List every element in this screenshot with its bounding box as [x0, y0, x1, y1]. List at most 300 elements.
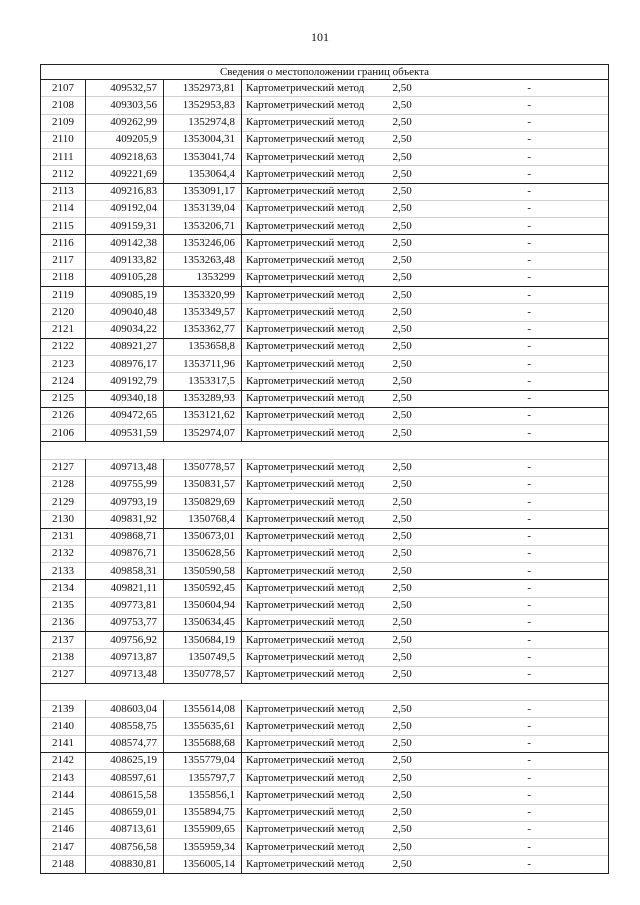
method-cell: Картометрический метод	[242, 390, 385, 407]
table-row	[41, 804, 609, 821]
accuracy-cell: 2,50	[385, 287, 451, 304]
accuracy-cell: 2,50	[385, 356, 451, 373]
x-coordinate-cell: 409753,77	[86, 614, 164, 631]
x-coordinate-cell: 408756,58	[86, 839, 164, 856]
y-coordinate-cell: 1353004,31	[164, 131, 242, 148]
table-row	[41, 80, 609, 97]
accuracy-cell: 2,50	[385, 149, 451, 166]
y-coordinate-cell: 1353246,06	[164, 235, 242, 252]
method-cell: Картометрический метод	[242, 597, 385, 614]
x-coordinate-cell: 409133,82	[86, 252, 164, 269]
description-cell: -	[451, 183, 609, 200]
y-coordinate-cell: 1353317,5	[164, 373, 242, 390]
description-cell: -	[451, 821, 609, 838]
y-coordinate-cell: 1352974,07	[164, 425, 242, 442]
method-cell: Картометрический метод	[242, 614, 385, 631]
y-coordinate-cell: 1350831,57	[164, 476, 242, 493]
description-cell: -	[451, 80, 609, 97]
x-coordinate-cell: 409858,31	[86, 563, 164, 580]
method-cell: Картометрический метод	[242, 287, 385, 304]
description-cell: -	[451, 511, 609, 528]
y-coordinate-cell: 1355797,7	[164, 770, 242, 787]
x-coordinate-cell: 408921,27	[86, 338, 164, 355]
method-cell: Картометрический метод	[242, 752, 385, 769]
accuracy-cell: 2,50	[385, 304, 451, 321]
point-number-cell: 2114	[41, 200, 86, 217]
table-row	[41, 97, 609, 114]
description-cell: -	[451, 580, 609, 597]
y-coordinate-cell: 1350768,4	[164, 511, 242, 528]
accuracy-cell: 2,50	[385, 701, 451, 718]
y-coordinate-cell: 1350684,19	[164, 632, 242, 649]
point-number-cell: 2144	[41, 787, 86, 804]
description-cell: -	[451, 425, 609, 442]
method-cell: Картометрический метод	[242, 770, 385, 787]
table-row	[41, 735, 609, 752]
method-cell: Картометрический метод	[242, 804, 385, 821]
block-separator-row	[41, 442, 609, 459]
table-row	[41, 528, 609, 545]
x-coordinate-cell: 409303,56	[86, 97, 164, 114]
point-number-cell: 2123	[41, 356, 86, 373]
point-number-cell: 2127	[41, 459, 86, 476]
y-coordinate-cell: 1355894,75	[164, 804, 242, 821]
method-cell: Картометрический метод	[242, 821, 385, 838]
x-coordinate-cell: 409262,99	[86, 114, 164, 131]
point-number-cell: 2148	[41, 856, 86, 873]
table-row	[41, 770, 609, 787]
description-cell: -	[451, 701, 609, 718]
method-cell: Картометрический метод	[242, 787, 385, 804]
point-number-cell: 2115	[41, 218, 86, 235]
point-number-cell: 2125	[41, 390, 86, 407]
accuracy-cell: 2,50	[385, 200, 451, 217]
point-number-cell: 2147	[41, 839, 86, 856]
y-coordinate-cell: 1353064,4	[164, 166, 242, 183]
description-cell: -	[451, 97, 609, 114]
table-row	[41, 252, 609, 269]
y-coordinate-cell: 1352953,83	[164, 97, 242, 114]
method-cell: Картометрический метод	[242, 80, 385, 97]
table-body	[41, 65, 609, 874]
method-cell: Картометрический метод	[242, 166, 385, 183]
y-coordinate-cell: 1350749,5	[164, 649, 242, 666]
table-row	[41, 321, 609, 338]
point-number-cell: 2113	[41, 183, 86, 200]
x-coordinate-cell: 409876,71	[86, 545, 164, 562]
point-number-cell: 2136	[41, 614, 86, 631]
point-number-cell: 2145	[41, 804, 86, 821]
y-coordinate-cell: 1353041,74	[164, 149, 242, 166]
accuracy-cell: 2,50	[385, 390, 451, 407]
description-cell: -	[451, 390, 609, 407]
x-coordinate-cell: 409531,59	[86, 425, 164, 442]
y-coordinate-cell: 1352973,81	[164, 80, 242, 97]
point-number-cell: 2124	[41, 373, 86, 390]
accuracy-cell: 2,50	[385, 166, 451, 183]
accuracy-cell: 2,50	[385, 804, 451, 821]
method-cell: Картометрический метод	[242, 528, 385, 545]
accuracy-cell: 2,50	[385, 80, 451, 97]
table-row	[41, 718, 609, 735]
y-coordinate-cell: 1355614,08	[164, 701, 242, 718]
table-row	[41, 183, 609, 200]
x-coordinate-cell: 409105,28	[86, 269, 164, 286]
description-cell: -	[451, 166, 609, 183]
x-coordinate-cell: 409142,38	[86, 235, 164, 252]
point-number-cell: 2109	[41, 114, 86, 131]
y-coordinate-cell: 1353206,71	[164, 218, 242, 235]
x-coordinate-cell: 409793,19	[86, 494, 164, 511]
boundary-table-wrapper	[40, 64, 608, 874]
x-coordinate-cell: 408574,77	[86, 735, 164, 752]
method-cell: Картометрический метод	[242, 321, 385, 338]
accuracy-cell: 2,50	[385, 614, 451, 631]
table-row	[41, 614, 609, 631]
method-cell: Картометрический метод	[242, 373, 385, 390]
description-cell: -	[451, 235, 609, 252]
description-cell: -	[451, 528, 609, 545]
point-number-cell: 2111	[41, 149, 86, 166]
accuracy-cell: 2,50	[385, 787, 451, 804]
y-coordinate-cell: 1355909,65	[164, 821, 242, 838]
table-row	[41, 166, 609, 183]
x-coordinate-cell: 409221,69	[86, 166, 164, 183]
x-coordinate-cell: 409755,99	[86, 476, 164, 493]
method-cell: Картометрический метод	[242, 338, 385, 355]
point-number-cell: 2112	[41, 166, 86, 183]
point-number-cell: 2128	[41, 476, 86, 493]
method-cell: Картометрический метод	[242, 476, 385, 493]
table-row	[41, 839, 609, 856]
y-coordinate-cell: 1350604,94	[164, 597, 242, 614]
description-cell: -	[451, 149, 609, 166]
accuracy-cell: 2,50	[385, 373, 451, 390]
y-coordinate-cell: 1353121,62	[164, 407, 242, 424]
point-number-cell: 2134	[41, 580, 86, 597]
method-cell: Картометрический метод	[242, 114, 385, 131]
description-cell: -	[451, 632, 609, 649]
method-cell: Картометрический метод	[242, 235, 385, 252]
x-coordinate-cell: 408713,61	[86, 821, 164, 838]
y-coordinate-cell: 1355779,04	[164, 752, 242, 769]
table-row	[41, 425, 609, 442]
description-cell: -	[451, 494, 609, 511]
table-row	[41, 701, 609, 718]
x-coordinate-cell: 408976,17	[86, 356, 164, 373]
accuracy-cell: 2,50	[385, 407, 451, 424]
x-coordinate-cell: 409831,92	[86, 511, 164, 528]
table-row	[41, 752, 609, 769]
point-number-cell: 2127	[41, 666, 86, 683]
description-cell: -	[451, 373, 609, 390]
point-number-cell: 2131	[41, 528, 86, 545]
point-number-cell: 2135	[41, 597, 86, 614]
method-cell: Картометрический метод	[242, 407, 385, 424]
table-row	[41, 304, 609, 321]
description-cell: -	[451, 114, 609, 131]
description-cell: -	[451, 321, 609, 338]
accuracy-cell: 2,50	[385, 718, 451, 735]
table-row	[41, 476, 609, 493]
description-cell: -	[451, 287, 609, 304]
description-cell: -	[451, 218, 609, 235]
method-cell: Картометрический метод	[242, 131, 385, 148]
description-cell: -	[451, 476, 609, 493]
point-number-cell: 2121	[41, 321, 86, 338]
method-cell: Картометрический метод	[242, 269, 385, 286]
table-row	[41, 821, 609, 838]
table-row	[41, 545, 609, 562]
x-coordinate-cell: 409040,48	[86, 304, 164, 321]
accuracy-cell: 2,50	[385, 218, 451, 235]
accuracy-cell: 2,50	[385, 856, 451, 873]
table-row	[41, 407, 609, 424]
point-number-cell: 2116	[41, 235, 86, 252]
x-coordinate-cell: 409192,79	[86, 373, 164, 390]
description-cell: -	[451, 735, 609, 752]
table-row	[41, 200, 609, 217]
table-row	[41, 390, 609, 407]
method-cell: Картометрический метод	[242, 304, 385, 321]
table-row	[41, 287, 609, 304]
y-coordinate-cell: 1350673,01	[164, 528, 242, 545]
point-number-cell: 2119	[41, 287, 86, 304]
y-coordinate-cell: 1353349,57	[164, 304, 242, 321]
y-coordinate-cell: 1350829,69	[164, 494, 242, 511]
description-cell: -	[451, 597, 609, 614]
point-number-cell: 2107	[41, 80, 86, 97]
method-cell: Картометрический метод	[242, 459, 385, 476]
table-row	[41, 666, 609, 683]
accuracy-cell: 2,50	[385, 545, 451, 562]
description-cell: -	[451, 666, 609, 683]
description-cell: -	[451, 649, 609, 666]
point-number-cell: 2137	[41, 632, 86, 649]
method-cell: Картометрический метод	[242, 839, 385, 856]
method-cell: Картометрический метод	[242, 149, 385, 166]
accuracy-cell: 2,50	[385, 528, 451, 545]
y-coordinate-cell: 1353362,77	[164, 321, 242, 338]
accuracy-cell: 2,50	[385, 770, 451, 787]
table-row	[41, 597, 609, 614]
x-coordinate-cell: 409821,11	[86, 580, 164, 597]
table-row	[41, 338, 609, 355]
y-coordinate-cell: 1353320,99	[164, 287, 242, 304]
point-number-cell: 2132	[41, 545, 86, 562]
accuracy-cell: 2,50	[385, 580, 451, 597]
accuracy-cell: 2,50	[385, 321, 451, 338]
description-cell: -	[451, 563, 609, 580]
x-coordinate-cell: 408597,61	[86, 770, 164, 787]
accuracy-cell: 2,50	[385, 269, 451, 286]
y-coordinate-cell: 1350634,45	[164, 614, 242, 631]
description-cell: -	[451, 131, 609, 148]
point-number-cell: 2143	[41, 770, 86, 787]
y-coordinate-cell: 1353658,8	[164, 338, 242, 355]
y-coordinate-cell: 1353711,96	[164, 356, 242, 373]
x-coordinate-cell: 409218,63	[86, 149, 164, 166]
table-row	[41, 356, 609, 373]
description-cell: -	[451, 787, 609, 804]
table-row	[41, 373, 609, 390]
y-coordinate-cell: 1350628,56	[164, 545, 242, 562]
x-coordinate-cell: 408558,75	[86, 718, 164, 735]
description-cell: -	[451, 407, 609, 424]
x-coordinate-cell: 409868,71	[86, 528, 164, 545]
description-cell: -	[451, 338, 609, 355]
x-coordinate-cell: 409216,83	[86, 183, 164, 200]
description-cell: -	[451, 614, 609, 631]
table-row	[41, 856, 609, 873]
method-cell: Картометрический метод	[242, 649, 385, 666]
description-cell: -	[451, 252, 609, 269]
method-cell: Картометрический метод	[242, 425, 385, 442]
point-number-cell: 2130	[41, 511, 86, 528]
table-row	[41, 269, 609, 286]
table-caption: Сведения о местоположении границ объекта	[41, 65, 609, 80]
block-separator-cell	[41, 442, 609, 459]
point-number-cell: 2142	[41, 752, 86, 769]
table-row	[41, 563, 609, 580]
accuracy-cell: 2,50	[385, 649, 451, 666]
x-coordinate-cell: 409773,81	[86, 597, 164, 614]
description-cell: -	[451, 752, 609, 769]
y-coordinate-cell: 1350592,45	[164, 580, 242, 597]
point-number-cell: 2117	[41, 252, 86, 269]
y-coordinate-cell: 1355856,1	[164, 787, 242, 804]
table-row	[41, 114, 609, 131]
table-row	[41, 218, 609, 235]
accuracy-cell: 2,50	[385, 821, 451, 838]
method-cell: Картометрический метод	[242, 97, 385, 114]
method-cell: Картометрический метод	[242, 701, 385, 718]
x-coordinate-cell: 408603,04	[86, 701, 164, 718]
method-cell: Картометрический метод	[242, 252, 385, 269]
method-cell: Картометрический метод	[242, 356, 385, 373]
description-cell: -	[451, 545, 609, 562]
accuracy-cell: 2,50	[385, 752, 451, 769]
table-row	[41, 649, 609, 666]
accuracy-cell: 2,50	[385, 563, 451, 580]
x-coordinate-cell: 408659,01	[86, 804, 164, 821]
y-coordinate-cell: 1355959,34	[164, 839, 242, 856]
description-cell: -	[451, 718, 609, 735]
block-separator-cell	[41, 683, 609, 700]
x-coordinate-cell: 408830,81	[86, 856, 164, 873]
description-cell: -	[451, 459, 609, 476]
y-coordinate-cell: 1350590,58	[164, 563, 242, 580]
x-coordinate-cell: 409756,92	[86, 632, 164, 649]
table-row	[41, 131, 609, 148]
point-number-cell: 2106	[41, 425, 86, 442]
x-coordinate-cell: 408625,19	[86, 752, 164, 769]
method-cell: Картометрический метод	[242, 856, 385, 873]
point-number-cell: 2140	[41, 718, 86, 735]
boundary-coordinates-table	[40, 64, 609, 874]
accuracy-cell: 2,50	[385, 666, 451, 683]
y-coordinate-cell: 1355688,68	[164, 735, 242, 752]
description-cell: -	[451, 804, 609, 821]
accuracy-cell: 2,50	[385, 494, 451, 511]
accuracy-cell: 2,50	[385, 131, 451, 148]
method-cell: Картометрический метод	[242, 200, 385, 217]
method-cell: Картометрический метод	[242, 666, 385, 683]
x-coordinate-cell: 409159,31	[86, 218, 164, 235]
accuracy-cell: 2,50	[385, 476, 451, 493]
accuracy-cell: 2,50	[385, 235, 451, 252]
page-number: 101	[311, 30, 329, 44]
y-coordinate-cell: 1352974,8	[164, 114, 242, 131]
y-coordinate-cell: 1353263,48	[164, 252, 242, 269]
accuracy-cell: 2,50	[385, 114, 451, 131]
accuracy-cell: 2,50	[385, 425, 451, 442]
y-coordinate-cell: 1350778,57	[164, 666, 242, 683]
method-cell: Картометрический метод	[242, 183, 385, 200]
description-cell: -	[451, 269, 609, 286]
y-coordinate-cell: 1353091,17	[164, 183, 242, 200]
table-row	[41, 580, 609, 597]
accuracy-cell: 2,50	[385, 632, 451, 649]
description-cell: -	[451, 304, 609, 321]
x-coordinate-cell: 409034,22	[86, 321, 164, 338]
method-cell: Картометрический метод	[242, 218, 385, 235]
block-separator-row	[41, 683, 609, 700]
accuracy-cell: 2,50	[385, 252, 451, 269]
x-coordinate-cell: 409713,87	[86, 649, 164, 666]
x-coordinate-cell: 409713,48	[86, 666, 164, 683]
x-coordinate-cell: 408615,58	[86, 787, 164, 804]
table-row	[41, 149, 609, 166]
table-row	[41, 511, 609, 528]
description-cell: -	[451, 839, 609, 856]
accuracy-cell: 2,50	[385, 839, 451, 856]
point-number-cell: 2108	[41, 97, 86, 114]
method-cell: Картометрический метод	[242, 580, 385, 597]
point-number-cell: 2120	[41, 304, 86, 321]
y-coordinate-cell: 1353139,04	[164, 200, 242, 217]
point-number-cell: 2141	[41, 735, 86, 752]
table-caption-row	[41, 65, 609, 80]
accuracy-cell: 2,50	[385, 735, 451, 752]
point-number-cell: 2133	[41, 563, 86, 580]
point-number-cell: 2126	[41, 407, 86, 424]
method-cell: Картометрический метод	[242, 563, 385, 580]
accuracy-cell: 2,50	[385, 97, 451, 114]
point-number-cell: 2118	[41, 269, 86, 286]
x-coordinate-cell: 409085,19	[86, 287, 164, 304]
table-row	[41, 632, 609, 649]
method-cell: Картометрический метод	[242, 545, 385, 562]
x-coordinate-cell: 409713,48	[86, 459, 164, 476]
accuracy-cell: 2,50	[385, 459, 451, 476]
table-row	[41, 787, 609, 804]
description-cell: -	[451, 200, 609, 217]
method-cell: Картометрический метод	[242, 718, 385, 735]
table-row	[41, 235, 609, 252]
y-coordinate-cell: 1356005,14	[164, 856, 242, 873]
point-number-cell: 2129	[41, 494, 86, 511]
y-coordinate-cell: 1350778,57	[164, 459, 242, 476]
point-number-cell: 2146	[41, 821, 86, 838]
description-cell: -	[451, 770, 609, 787]
accuracy-cell: 2,50	[385, 338, 451, 355]
method-cell: Картометрический метод	[242, 735, 385, 752]
method-cell: Картометрический метод	[242, 632, 385, 649]
x-coordinate-cell: 409532,57	[86, 80, 164, 97]
accuracy-cell: 2,50	[385, 183, 451, 200]
point-number-cell: 2122	[41, 338, 86, 355]
